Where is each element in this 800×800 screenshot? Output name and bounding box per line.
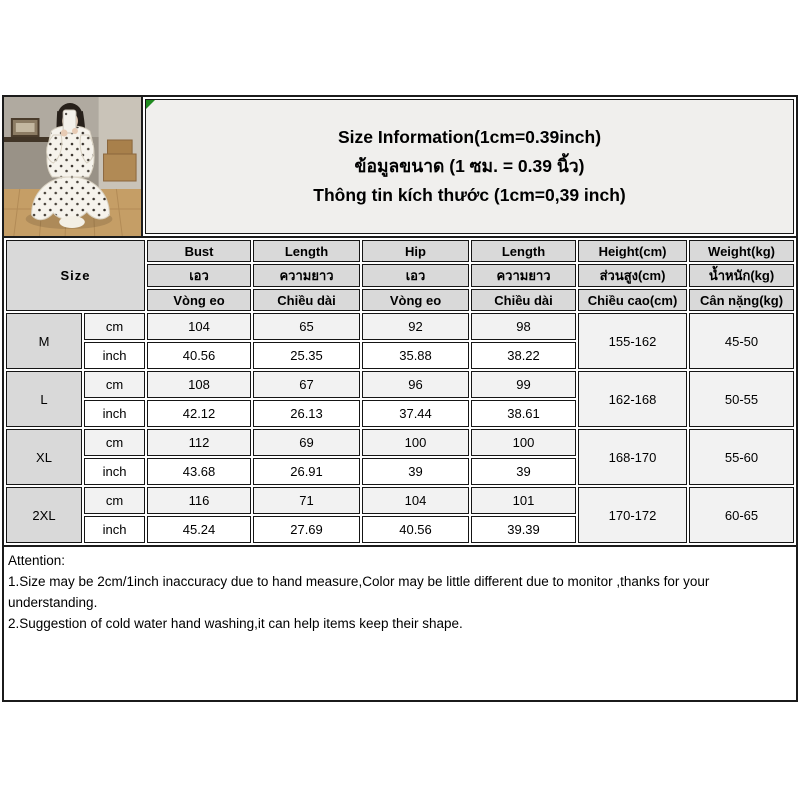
- size-label-2xl: 2XL: [6, 487, 82, 543]
- col-bust-en: Bust: [147, 240, 251, 262]
- value-cell: 45.24: [147, 516, 251, 543]
- attention-line-1: 1.Size may be 2cm/1inch inaccuracy due to hand measure,Color may be little different due to monitor ,thanks for your understanding.: [8, 574, 710, 610]
- cell-corner-marker-icon: [146, 100, 155, 109]
- value-cell: 43.68: [147, 458, 251, 485]
- value-cell: 65: [253, 313, 360, 340]
- col-length2-th: ความยาว: [471, 264, 576, 287]
- value-cell: 71: [253, 487, 360, 514]
- col-weight-vi: Cân nặng(kg): [689, 289, 794, 311]
- value-cell: 27.69: [253, 516, 360, 543]
- value-cell: 100: [471, 429, 576, 456]
- col-height-th: ส่วนสูง(cm): [578, 264, 687, 287]
- unit-label-cm: cm: [84, 429, 145, 456]
- col-height-vi: Chiều cao(cm): [578, 289, 687, 311]
- attention-notes: [4, 545, 796, 637]
- product-photo: [4, 97, 143, 236]
- size-label-m: M: [6, 313, 82, 369]
- unit-label-inch: inch: [84, 458, 145, 485]
- value-cell: 25.35: [253, 342, 360, 369]
- unit-label-inch: inch: [84, 342, 145, 369]
- col-bust-th: เอว: [147, 264, 251, 287]
- value-cell: 26.13: [253, 400, 360, 427]
- col-length2-vi: Chiều dài: [471, 289, 576, 311]
- title-english: Size Information(1cm=0.39inch): [337, 127, 602, 147]
- header-row-en: [6, 240, 794, 262]
- row-xl-cm: [6, 429, 794, 456]
- title-block: [145, 99, 794, 234]
- value-cell: 104: [362, 487, 469, 514]
- col-length1-vi: Chiều dài: [253, 289, 360, 311]
- value-cell: 108: [147, 371, 251, 398]
- col-hip-th: เอว: [362, 264, 469, 287]
- attention-heading: Attention:: [8, 553, 66, 568]
- value-cell: 112: [147, 429, 251, 456]
- unit-label-cm: cm: [84, 487, 145, 514]
- row-2xl-cm: [6, 487, 794, 514]
- attention-line-2: 2.Suggestion of cold water hand washing,it can help items keep their shape.: [8, 616, 463, 631]
- value-cell: 101: [471, 487, 576, 514]
- size-header: Size: [6, 240, 145, 311]
- value-cell: 37.44: [362, 400, 469, 427]
- col-length1-en: Length: [253, 240, 360, 262]
- size-chart-panel: [2, 95, 798, 702]
- value-cell: 69: [253, 429, 360, 456]
- title-thai: ข้อมูลขนาด (1 ซม. = 0.39 นิ้ว): [354, 156, 585, 176]
- value-cell: 99: [471, 371, 576, 398]
- value-cell: 35.88: [362, 342, 469, 369]
- value-cell: 98: [471, 313, 576, 340]
- col-bust-vi: Vòng eo: [147, 289, 251, 311]
- unit-label-inch: inch: [84, 400, 145, 427]
- value-cell: 39: [362, 458, 469, 485]
- value-cell: 42.12: [147, 400, 251, 427]
- value-cell: 38.22: [471, 342, 576, 369]
- value-cell: 38.61: [471, 400, 576, 427]
- title-vietnamese: Thông tin kích thước (1cm=0,39 inch): [313, 185, 626, 205]
- height-range-cell: 155-162: [578, 313, 687, 369]
- value-cell: 40.56: [362, 516, 469, 543]
- unit-label-cm: cm: [84, 371, 145, 398]
- col-length1-th: ความยาว: [253, 264, 360, 287]
- size-label-xl: XL: [6, 429, 82, 485]
- size-label-l: L: [6, 371, 82, 427]
- pajama-selfie-illustration: [4, 97, 141, 236]
- col-hip-en: Hip: [362, 240, 469, 262]
- col-hip-vi: Vòng eo: [362, 289, 469, 311]
- height-range-cell: 162-168: [578, 371, 687, 427]
- value-cell: 92: [362, 313, 469, 340]
- weight-range-cell: 50-55: [689, 371, 794, 427]
- unit-label-cm: cm: [84, 313, 145, 340]
- value-cell: 67: [253, 371, 360, 398]
- height-range-cell: 170-172: [578, 487, 687, 543]
- weight-range-cell: 60-65: [689, 487, 794, 543]
- weight-range-cell: 55-60: [689, 429, 794, 485]
- value-cell: 26.91: [253, 458, 360, 485]
- col-height-en: Height(cm): [578, 240, 687, 262]
- value-cell: 96: [362, 371, 469, 398]
- weight-range-cell: 45-50: [689, 313, 794, 369]
- value-cell: 39: [471, 458, 576, 485]
- value-cell: 40.56: [147, 342, 251, 369]
- col-length2-en: Length: [471, 240, 576, 262]
- height-range-cell: 168-170: [578, 429, 687, 485]
- value-cell: 104: [147, 313, 251, 340]
- col-weight-en: Weight(kg): [689, 240, 794, 262]
- value-cell: 100: [362, 429, 469, 456]
- unit-label-inch: inch: [84, 516, 145, 543]
- size-table: [4, 238, 796, 545]
- value-cell: 116: [147, 487, 251, 514]
- col-weight-th: น้ำหนัก(kg): [689, 264, 794, 287]
- row-l-cm: [6, 371, 794, 398]
- top-section: [4, 97, 796, 238]
- value-cell: 39.39: [471, 516, 576, 543]
- row-m-cm: [6, 313, 794, 340]
